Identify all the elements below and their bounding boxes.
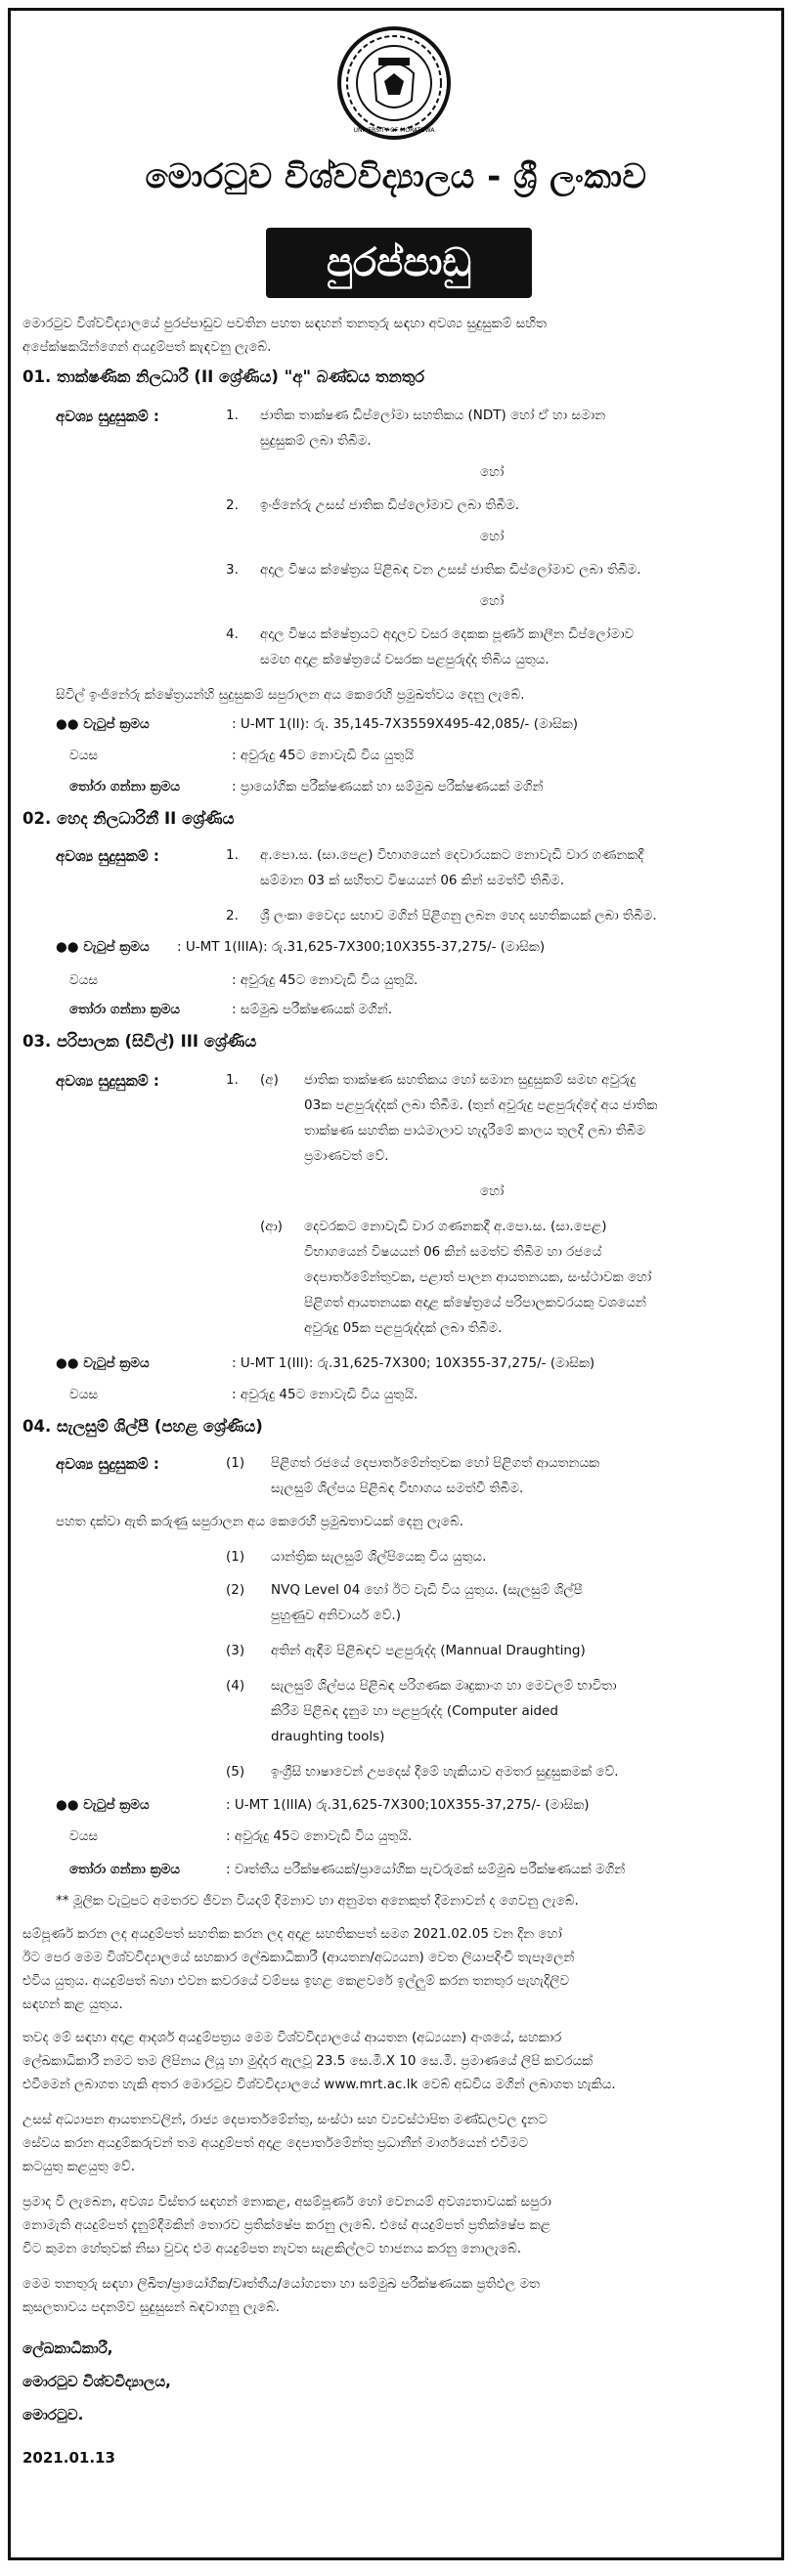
- req-label: අවශ්‍ය සුදුසුකම් :: [56, 1455, 159, 1473]
- item-line: draughting tools): [271, 1729, 385, 1744]
- selection-label: තෝරා ගන්නා ක්‍රමය: [69, 1862, 180, 1877]
- paragraph-line: සේවය කරන අයදුම්කරුවන් තම අයදුම්පත් අදාළ දෙපාර්තමේන්තු ප්‍රධානීන් මාර්ගයෙන් එවිමට: [22, 2135, 529, 2151]
- university-logo-icon: [335, 24, 453, 142]
- page-title: මොරටුව විශ්වවිද්‍යාලය - ශ්‍රී ලංකාව: [145, 157, 647, 196]
- age-label: වයස: [69, 1387, 99, 1402]
- req-label: අවශ්‍ය සුදුසුකම් :: [56, 847, 159, 865]
- item-line: ප්‍රමාණවත් වේ.: [304, 1148, 389, 1164]
- sub-item-label: (අ): [260, 1072, 279, 1088]
- item-number: (1): [226, 1549, 245, 1565]
- item-line: අදාල විෂය ක්ෂේත්‍රය පිළිබඳ වන උසස් ජාතික ඩිප්ලෝමාව ලබා තිබීම.: [260, 562, 641, 578]
- selection-label: තෝරා ගන්නා ක්‍රමය: [69, 1002, 180, 1017]
- priority-note: සිවිල් ඉංජිනේරු ක්ෂේත්‍රයන්හි සුදුසුකම් සපුරාලන අය කෙරෙහි ප්‍රමුඛත්වය දෙනු ලැබේ.: [56, 687, 525, 703]
- selection-value: : ප්‍රායෝගික පරීක්ෂණයක් හා සම්මුඛ පරීක්ෂණයක් මගින්: [232, 779, 544, 794]
- item-line: ඉංජිනේරු උසස් ජාතික ඩිප්ලෝමාව ලබා තිබීම.: [260, 497, 520, 513]
- item-line: ජාතික තාක්ෂණ ඩිප්ලෝමා සහතිකය (NDT) හෝ ඒ හා සමාන: [260, 408, 606, 423]
- item-line: සමඟ අදාළ ක්ෂේත්‍රයේ වසරක පළපුරුද්ද තිබිය යුතුය.: [260, 652, 550, 667]
- signature-line: මොරටුව විශ්වවිද්‍යාලය,: [22, 2373, 171, 2390]
- item-line: NVQ Level 04 හෝ ඊට වැඩි විය යුතුය. (සැලසුම් ශිල්පී: [271, 1582, 583, 1598]
- salary-label: ●● වැටුප් ක්‍රමය: [56, 1797, 150, 1813]
- req-label: අවශ්‍ය සුදුසුකම් :: [56, 408, 159, 425]
- item-line: පිළිගත් රජයේ දෙපාර්තමේන්තුවක හෝ පිළිගත් ආයතනයක: [271, 1455, 600, 1471]
- item-number: (2): [226, 1582, 245, 1598]
- age-value: : අවුරුදු 45ට නොවැඩි විය යුතුයි.: [226, 1828, 413, 1844]
- item-number: 2.: [226, 497, 239, 513]
- item-line: පුහුණුව අනිවාර්ය වේ.): [271, 1608, 401, 1623]
- item-line: අවුරුදු 05ක පළපුරුද්දක් ලබා තිබීම.: [304, 1320, 503, 1336]
- svg-text:UNIVERSITY OF MORATUWA: UNIVERSITY OF MORATUWA: [353, 127, 435, 134]
- paragraph-line: එවීමෙන් ලබාගත හැකි අතර මොරටුව විශ්වවිද්‍යාලයේ www.mrt.ac.lk වෙබ් අඩවිය මගින් ලබාගත හැකිය.: [22, 2077, 616, 2092]
- signature-line: ලේඛකාධිකාරී,: [22, 2340, 113, 2357]
- salary-value: : U-MT 1(III): රු.31,625-7X300; 10X355-37,275/- (මාසික): [232, 1355, 595, 1371]
- paragraph-line: තවද මේ සඳහා අදාළ ආදර්ශ අයදුම්පත්‍රය මෙම විශ්වවිද්‍යාලයේ ආයතන (අධ්‍යයන) අංශයේ, සහකාර: [22, 2030, 562, 2045]
- priority-note: පහත දක්වා ඇති කරුණු සපුරාලන අය කෙරෙහි ප්‍රමුඛතාවයක් දෙනු ලැබේ.: [56, 1514, 464, 1529]
- item-line: ශ්‍රී ලංකා වෛද්‍ය සභාව මගින් පිළිගනු ලබන හෙද සහතිකයක් ලබා තිබීම.: [260, 908, 657, 923]
- selection-value: : සම්මුඛ පරීක්ෂණයක් මගින්.: [232, 1002, 393, 1017]
- paragraph-line: විට කුමන හේතුවක් නිසා වුවද එම අයදුම්පත නැවත සැළකිල්ලට භාජනය කරනු නොලැබේ.: [22, 2241, 522, 2256]
- intro-line: අපේක්ෂකයින්ගෙන් අයදුම්පත් කැඳවනු ලැබේ.: [22, 339, 272, 355]
- age-label: වයස: [69, 972, 99, 988]
- item-line: ඉංග්‍රීසි භාෂාවෙන් උපදෙස් දීමේ හැකියාව අමතර සුදුසුකමක් වේ.: [271, 1764, 619, 1780]
- item-number: (4): [226, 1678, 245, 1694]
- position-1-title: 01. තාක්ෂණික නිලධාරී (II ශ්‍රේණිය) "අ" බණ්ඩය තනතුර: [22, 367, 425, 386]
- paragraph-line: සඳහන් කළ යුතුය.: [22, 1996, 123, 2012]
- age-label: වයස: [69, 1828, 99, 1844]
- salary-value: : U-MT 1(II): රු. 35,145-7X3559X495-42,085/- (මාසික): [232, 716, 579, 732]
- item-line: දෙවරකට නොවැඩි වාර ගණනකදී අ.පො.ස. (සා.පෙළ): [304, 1219, 607, 1234]
- item-number: (5): [226, 1764, 245, 1780]
- paragraph-line: මෙම තනතුරු සඳහා ලිඛිත/ප්‍රායෝගික/වෘත්තීය/යෝග්‍යතා හා සම්මුඛ පරීක්ෂණයක ප්‍රතිඵල මත: [22, 2276, 541, 2292]
- item-line: අදාල විෂය ක්ෂේත්‍රයට අදාලව වසර දෙකක පූර්ණ කාලීන ඩිප්ලෝමාව: [260, 626, 635, 642]
- item-number: (3): [226, 1643, 245, 1658]
- item-line: විභාගයෙන් විෂයයන් 06 කින් සමත්ව තිබීම හා රජයේ: [304, 1244, 602, 1260]
- item-line: සුදුසුකම් ලබා තිබීම.: [260, 433, 372, 449]
- advertisement: [8, 8, 784, 2560]
- age-value: : අවුරුදු 45ට නොවැඩි විය යුතුයි.: [232, 972, 418, 988]
- paragraph-line: කටයුතු කළයුතු වේ.: [22, 2159, 136, 2174]
- item-line: කිරීම පිළිබඳ දැනුම හා පළපුරුද්ද (Computer aided: [271, 1703, 558, 1719]
- salary-value: : U-MT 1(IIIA) රු.31,625-7X300;10X355-37,275/- (මාසික): [226, 1797, 590, 1813]
- paragraph-line: එවිය යුතුය. අයදුම්පත් බහා එවන කවරයේ වම්පස ඉහළ කෙළවරේ ඉල්ලුම් කරන තනතුර පැහැදිලිව: [22, 1973, 570, 1989]
- item-line: අ.පො.ස. (සා.පෙළ) විභාගයෙන් දෙවාරයකට නොවැඩි වාර ගණනකදී: [260, 847, 644, 863]
- age-value: : අවුරුදු 45ට නොවැඩි විය යුතුයි: [232, 748, 415, 763]
- signature-line: මොරටුව.: [22, 2406, 84, 2424]
- or-text: හෝ: [480, 593, 505, 609]
- item-line: යාන්ත්‍රික සැලසුම් ශිල්පියෙකු විය යුතුය.: [271, 1549, 487, 1565]
- item-line: 03ක පළපුරුද්දක් ලබා තිබීම. (තුන් අවුරුදු පළපුරුද්දේ අය ජාතික: [304, 1097, 658, 1113]
- or-text: හෝ: [480, 529, 505, 544]
- item-number: 4.: [226, 626, 239, 642]
- item-line: පිළිගත් ආයතනයක අදාළ ක්ෂේත්‍රයේ පරිපාලකවරයකු වශයෙන්: [304, 1295, 646, 1310]
- vacancies-banner: පුරප්පාඩු: [266, 228, 532, 298]
- item-line: සැලසුම් ශිල්පය පිළිබඳ විභාගය සමත්වී තිබීම.: [271, 1481, 524, 1496]
- item-number: 1.: [226, 847, 239, 863]
- paragraph-line: නොමැති අයදුම්පත් දැනුම්දීමකින් තොරව ප්‍රතික්ෂේප කරනු ලැබේ. එසේ අයදුම්පත් ප්‍රතික්ෂේප කළ: [22, 2217, 550, 2233]
- item-line: සම්මාන 03 ක් සහිතව විෂයයන් 06 කින් සමත්වී තිබීම.: [260, 873, 565, 888]
- req-label: අවශ්‍ය සුදුසුකම් :: [56, 1072, 159, 1090]
- age-value: : අවුරුදු 45ට නොවැඩි විය යුතුයි.: [232, 1387, 418, 1402]
- or-text: හෝ: [480, 1183, 505, 1199]
- item-number: 3.: [226, 562, 239, 578]
- allowance-footnote: ** මූලික වැටුපට අමතරව ජීවන වියදම් දීමනාව හා අනුමත අනෙකුත් දීමනාවන් ද ගෙවනු ලැබේ.: [56, 1893, 579, 1909]
- paragraph-line: සම්පූර්ණ කරන ලද අයදුම්පත් සහතික කරන ලද අදාළ සහතිකපත් සමග 2021.02.05 වන දින හෝ: [22, 1926, 562, 1942]
- item-line: තාක්ෂණ සහතික පාඨමාලාව හැදෑරීමේ කාලය තුලදී ලබා තිබීම: [304, 1123, 646, 1138]
- or-text: හෝ: [480, 464, 505, 480]
- salary-label: ●● වැටුප් ක්‍රමය: [56, 716, 150, 732]
- item-number: (1): [226, 1455, 245, 1471]
- paragraph-line: උසස් අධ්‍යාපන ආයතනවලින්, රාජ්‍ය දෙපාර්තමේන්තු, සංස්ථා සහ ව්‍යවස්ථාපිත මණ්ඩලවල දැනට: [22, 2112, 548, 2127]
- item-line: සැලසුම් ශිල්පය පිළිබඳ පරිගණක මෘදුකාංග හා මෙවලම් භාවිතා: [271, 1678, 617, 1694]
- sub-item-label: (ආ): [260, 1219, 283, 1234]
- age-label: වයස: [69, 748, 99, 763]
- item-number: 2.: [226, 908, 239, 923]
- paragraph-line: කුසලතාවය පදනම්ව සුදුසුසන් බඳවාගනු ලැබේ.: [22, 2299, 281, 2315]
- selection-label: තෝරා ගන්නා ක්‍රමය: [69, 779, 180, 794]
- publish-date: 2021.01.13: [22, 2449, 115, 2467]
- selection-value: : වෘත්තීය පරීක්ෂණයක්/ප්‍රායෝගික පැවරුමක් සම්මුඛ පරීක්ෂණයක් මගින්: [226, 1862, 626, 1877]
- position-2-title: 02. හෙද නිලධාරිනී II ශ්‍රේණිය: [22, 809, 235, 828]
- item-line: දෙපාර්තමේන්තුවක, පළාත් පාලන ආයතනයක, සංස්ථාවක හෝ: [304, 1269, 652, 1285]
- paragraph-line: ඊට පෙර මෙම විශ්වවිද්‍යාලයේ සහකාර ලේඛකාධිකාරී (ආයතන/අධ්‍යයන) වෙත ලියාපදිංචි තැපෑලෙන්: [22, 1950, 575, 1965]
- paragraph-line: ප්‍රමාද වී ලැබෙන, අවශ්‍ය විස්තර සඳහන් නොකළ, අසම්පූර්ණ හෝ වෙනයම් අවශ්‍යතාවයක් සපුරා: [22, 2194, 551, 2210]
- salary-label: ●● වැටුප් ක්‍රමය: [56, 939, 150, 955]
- item-line: ජාතික තාක්ෂණ සහතිකය හෝ සමාන සුදුසුකම් සමඟ අවුරුදු: [304, 1072, 637, 1088]
- item-line: අතින් ඇඳීම පිළිබඳව පළපුරුද්ද (Mannual Draughting): [271, 1643, 586, 1658]
- paragraph-line: ලේඛකාධිකාරී නමට තම ලිපිනය ලියූ හා මුද්දර ඇලවූ 23.5 සෙ.මී.X 10 සෙ.මී. ප්‍රමාණයේ ලිපි කවරයක්: [22, 2053, 594, 2069]
- salary-value: : U-MT 1(IIIA): රු.31,625-7X300;10X355-37,275/- (මාසික): [177, 939, 546, 955]
- item-number: 1.: [226, 408, 239, 423]
- position-3-title: 03. පරිපාලක (සිවිල්) III ශ්‍රේණිය: [22, 1032, 257, 1051]
- salary-label: ●● වැටුප් ක්‍රමය: [56, 1355, 150, 1371]
- position-4-title: 04. සැලසුම් ශිල්පී (පහළ ශ්‍රේණිය): [22, 1417, 263, 1436]
- item-number: 1.: [226, 1072, 239, 1088]
- intro-line: මොරටුව විශ්වවිද්‍යාලයේ පුරප්පාඩුව පවතින පහත සඳහන් තනතුරු සඳහා අවශ්‍ය සුදුසුකම් සහිත: [22, 316, 547, 331]
